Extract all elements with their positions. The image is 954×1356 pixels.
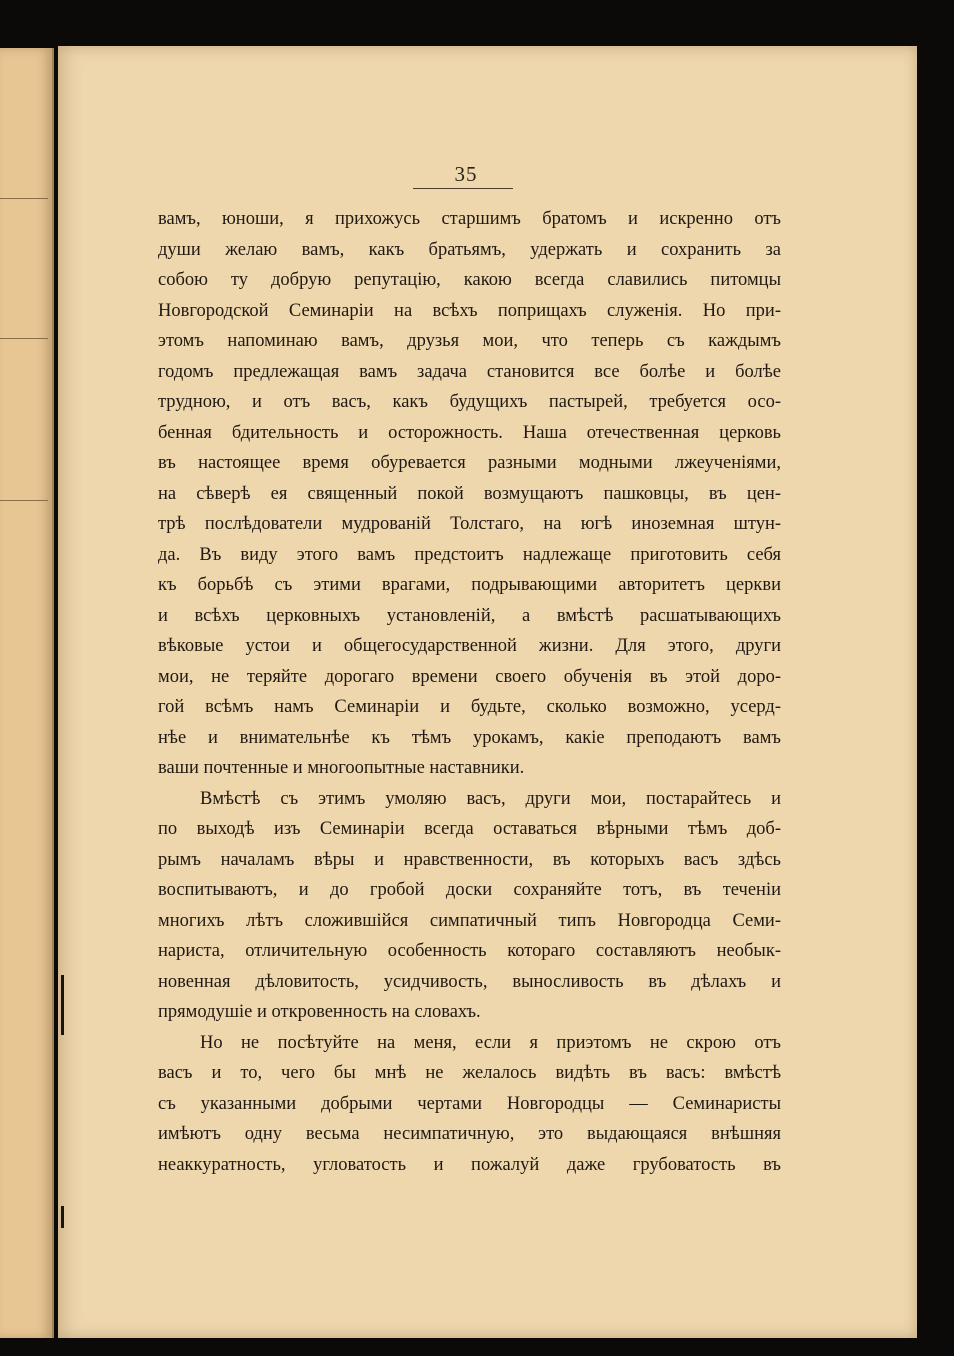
text-line: бенная бдительность и осторожность. Наша отечественная церковь — [158, 422, 781, 443]
text-line: воспитываютъ, и до гробой доски сохраняйте тотъ, въ теченіи — [158, 880, 781, 900]
text-line: вѣковые устои и общегосударственной жизни. Для этого, други — [158, 636, 781, 656]
gutter-mark — [61, 975, 64, 1035]
text-line: съ указанными добрыми чертами Новгородцы — Семинаристы — [158, 1093, 781, 1114]
text-line: годомъ предлежащая вамъ задача становится все болѣе и болѣе — [158, 361, 781, 382]
text-line: къ борьбѣ съ этими врагами, подрывающими авторитетъ церкви — [158, 575, 781, 595]
text-line: Но не посѣтуйте на меня, если я приэтомъ не скрою отъ — [200, 1032, 781, 1053]
page-text — [158, 204, 781, 1180]
text-line: этомъ напоминаю вамъ, друзья мои, что теперь съ каждымъ — [158, 331, 781, 351]
text-line: васъ и то, чего бы мнѣ не желалось видѣть въ васъ: вмѣстѣ — [158, 1063, 781, 1083]
text-line: многихъ лѣтъ сложившійся симпатичный типъ Новгородца Семи- — [158, 910, 781, 931]
gutter-mark — [61, 1206, 64, 1228]
text-line: души желаю вамъ, какъ братьямъ, удержать и сохранить за — [158, 239, 781, 260]
page-number: 35 — [454, 162, 478, 186]
text-line: трудною, и отъ васъ, какъ будущихъ пастырей, требуется осо- — [158, 392, 781, 412]
text-line: рымъ началамъ вѣры и нравственности, въ которыхъ васъ здѣсь — [158, 849, 781, 870]
text-line: да. Въ виду этого вамъ предстоитъ надлежаще приготовить себя — [158, 544, 781, 565]
text-line: нариста, отличительную особенность котораго составляютъ необык- — [158, 941, 781, 961]
text-line: ваши почтенные и многоопытные наставники. — [158, 758, 525, 778]
facing-page-rule — [0, 500, 48, 501]
text-line: Новгородской Семинаріи на всѣхъ поприщахъ служенія. Но при- — [158, 300, 781, 321]
book-page — [58, 46, 917, 1338]
text-line: гой всѣмъ намъ Семинаріи и будьте, сколько возможно, усерд- — [158, 697, 781, 717]
text-line: мои, не теряйте дорогаго времени своего обученія въ этой доро- — [158, 666, 781, 687]
facing-page-edge — [0, 48, 54, 1338]
facing-page-rule — [0, 338, 48, 339]
text-line: имѣютъ одну весьма несимпатичную, это выдающаяся внѣшняя — [158, 1124, 781, 1144]
text-line: прямодушіе и откровенность на словахъ. — [158, 1002, 481, 1022]
page-number-rule — [413, 188, 513, 189]
text-line: собою ту добрую репутацію, какою всегда славились питомцы — [158, 270, 781, 290]
text-line: на сѣверѣ ея священный покой возмущаютъ пашковцы, въ цен- — [158, 483, 781, 504]
facing-page-rule — [0, 198, 48, 199]
text-line: новенная дѣловитость, усидчивость, выносливость въ дѣлахъ и — [158, 971, 781, 992]
text-line: неаккуратность, угловатость и пожалуй даже грубоватость въ — [158, 1154, 781, 1175]
text-line: Вмѣстѣ съ этимъ умоляю васъ, други мои, постарайтесь и — [200, 788, 781, 809]
text-line: въ настоящее время обуревается разными модными лжеученіями, — [158, 453, 781, 473]
text-line: вамъ, юноши, я прихожусь старшимъ братомъ и искренно отъ — [158, 209, 781, 229]
text-line: трѣ послѣдователи мудрованій Толстаго, на югѣ иноземная штун- — [158, 514, 781, 534]
text-line: по выходѣ изъ Семинаріи всегда оставаться вѣрными тѣмъ доб- — [158, 819, 781, 839]
text-line: нѣе и внимательнѣе къ тѣмъ урокамъ, какіе преподаютъ вамъ — [158, 727, 781, 748]
text-line: и всѣхъ церковныхъ установленій, а вмѣстѣ расшатывающихъ — [158, 605, 781, 626]
